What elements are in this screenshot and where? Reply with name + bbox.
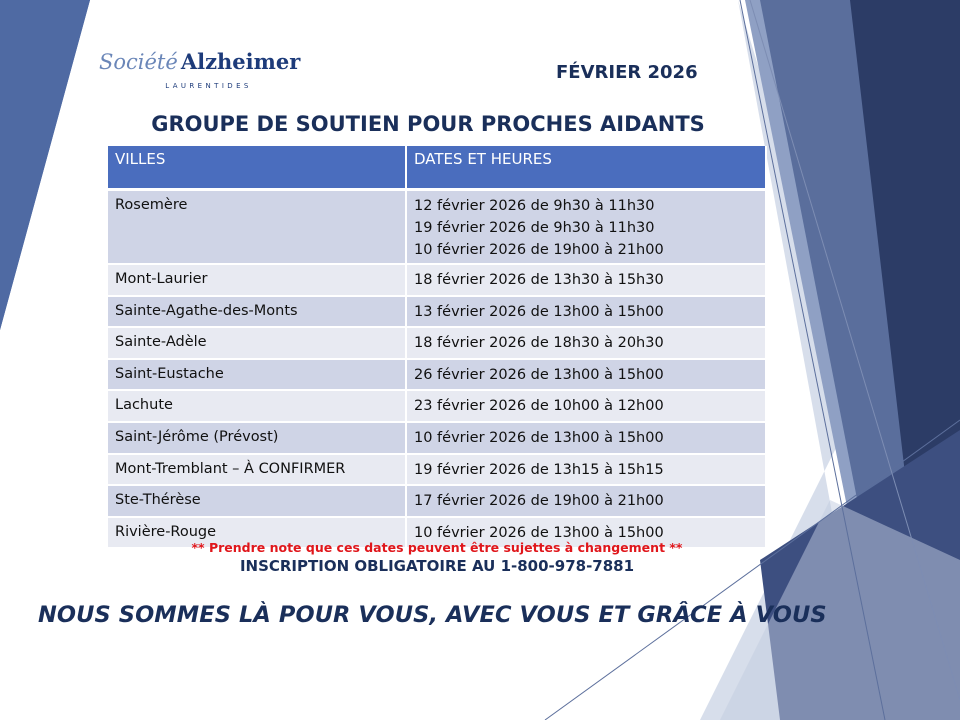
city-cell: Rivière-Rouge	[108, 517, 406, 549]
table-row	[108, 422, 766, 454]
dates-cell	[406, 264, 766, 296]
dates-cell	[406, 190, 766, 265]
dates-cell	[406, 485, 766, 517]
date-slot: 10 février 2026 de 13h00 à 15h00	[414, 524, 664, 541]
month-title: FÉVRIER 2026	[556, 62, 698, 83]
dates-cell	[406, 296, 766, 328]
dates-cell	[406, 359, 766, 391]
date-slot: 19 février 2026 de 13h15 à 15h15	[414, 461, 664, 478]
registration-info: INSCRIPTION OBLIGATOIRE AU 1-800-978-7881	[239, 557, 635, 575]
dates-cell	[406, 390, 766, 422]
table-row	[108, 454, 766, 486]
page-title: GROUPE DE SOUTIEN POUR PROCHES AIDANTS	[151, 112, 705, 136]
change-notice: ** Prendre note que ces dates peuvent être sujettes à changement **	[191, 540, 683, 555]
date-slot: 26 février 2026 de 13h00 à 15h00	[414, 366, 664, 383]
date-slot: 23 février 2026 de 10h00 à 12h00	[414, 398, 664, 415]
date-slot: 19 février 2026 de 9h30 à 11h30	[414, 220, 655, 236]
table-row	[108, 264, 766, 296]
date-slot: 13 février 2026 de 13h00 à 15h00	[414, 303, 664, 320]
date-slot: 12 février 2026 de 9h30 à 11h30	[414, 198, 655, 214]
date-slot: 10 février 2026 de 19h00 à 21h00	[414, 242, 664, 258]
city-cell: Saint-Eustache	[108, 359, 406, 391]
city-cell: Rosemère	[108, 190, 406, 265]
dates-cell	[406, 454, 766, 486]
logo-region-text: LAURENTIDES	[165, 82, 252, 90]
city-cell: Ste-Thérèse	[108, 485, 406, 517]
logo-societe-text: Société	[99, 50, 178, 74]
schedule-table	[108, 146, 767, 549]
city-cell: Saint-Jérôme (Prévost)	[108, 422, 406, 454]
column-header-dates: DATES ET HEURES	[406, 146, 766, 190]
table-row	[108, 485, 766, 517]
date-slot: 18 février 2026 de 13h30 à 15h30	[414, 272, 664, 288]
table-row	[108, 327, 766, 359]
date-slot: 18 février 2026 de 18h30 à 20h30	[414, 335, 664, 352]
city-cell: Mont-Laurier	[108, 264, 406, 296]
table-row	[108, 190, 766, 265]
alzheimer-society-logo	[99, 50, 304, 90]
dates-cell	[406, 327, 766, 359]
table-row	[108, 359, 766, 391]
column-header-cities: VILLES	[108, 146, 406, 190]
table-header-row	[108, 146, 766, 190]
slogan: NOUS SOMMES LÀ POUR VOUS, AVEC VOUS ET GRÂCE À VOUS	[38, 602, 827, 628]
date-slot: 10 février 2026 de 13h00 à 15h00	[414, 429, 664, 446]
table-row	[108, 296, 766, 328]
table-row	[108, 390, 766, 422]
city-cell: Sainte-Adèle	[108, 327, 406, 359]
date-slot: 17 février 2026 de 19h00 à 21h00	[414, 493, 664, 510]
city-cell: Lachute	[108, 390, 406, 422]
dates-cell	[406, 422, 766, 454]
city-cell: Mont-Tremblant – À CONFIRMER	[108, 454, 406, 486]
logo-alzheimer-text: Alzheimer	[180, 49, 301, 74]
city-cell: Sainte-Agathe-des-Monts	[108, 296, 406, 328]
